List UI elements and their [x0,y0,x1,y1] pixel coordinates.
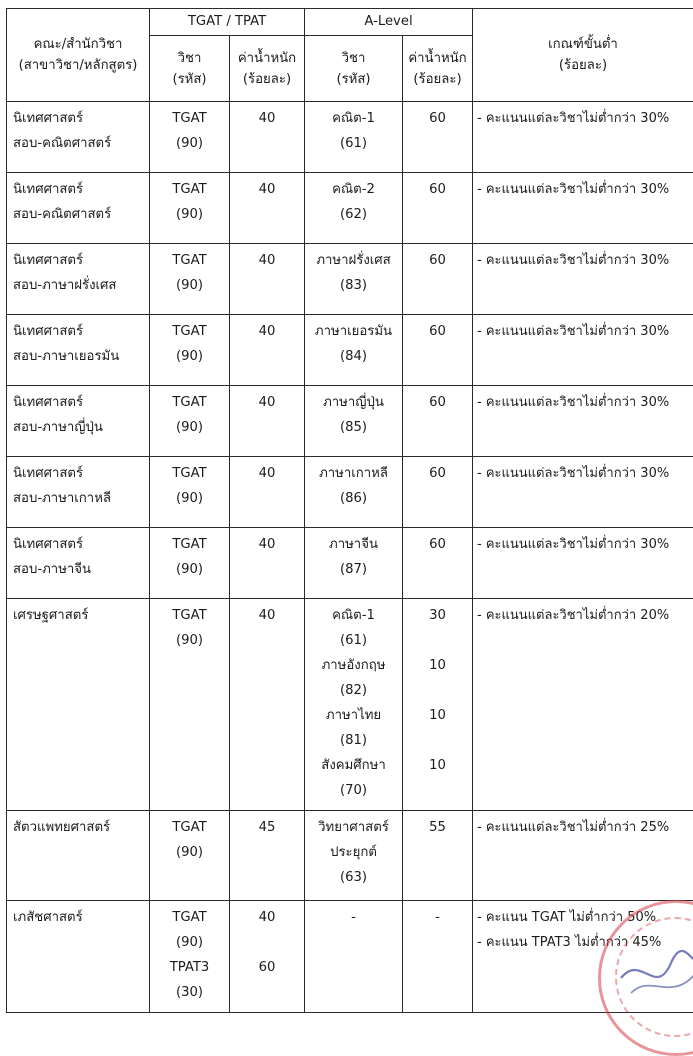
criteria-cell: - คะแนนแต่ละวิชาไม่ต่ำกว่า 30% [473,528,693,599]
criteria-cell: - คะแนนแต่ละวิชาไม่ต่ำกว่า 30% [473,386,693,457]
tgat-subject-cell: TGAT (90) [150,811,230,901]
alevel-subject-header: วิชา (รหัส) [305,36,403,102]
alevel-subject-cell: คณิต-1 (61) [305,102,403,173]
tgat-subject-cell: TGAT (90) [150,386,230,457]
alevel-subject-cell: วิทยาศาสตร์ ประยุกต์ (63) [305,811,403,901]
table-row [7,102,693,173]
criteria-cell: - คะแนนแต่ละวิชาไม่ต่ำกว่า 30% [473,315,693,386]
faculty-cell: สัตวแพทยศาสตร์ [7,811,150,901]
criteria-cell: - คะแนนแต่ละวิชาไม่ต่ำกว่า 30% [473,102,693,173]
faculty-cell: นิเทศศาสตร์ สอบ-คณิตศาสตร์ [7,102,150,173]
criteria-cell: - คะแนนแต่ละวิชาไม่ต่ำกว่า 30% [473,457,693,528]
criteria-cell: - คะแนนแต่ละวิชาไม่ต่ำกว่า 20% [473,599,693,811]
faculty-cell: นิเทศศาสตร์ สอบ-ภาษาญี่ปุ่น [7,386,150,457]
table-row [7,457,693,528]
table-row-pharmacy [7,901,693,1013]
table-row-economics [7,599,693,811]
table-row [7,173,693,244]
faculty-cell: นิเทศศาสตร์ สอบ-ภาษาเยอรมัน [7,315,150,386]
criteria-cell: - คะแนนแต่ละวิชาไม่ต่ำกว่า 30% [473,173,693,244]
tgat-weight-cell: 40 [230,599,305,811]
alevel-weight-cell: 60 [403,102,473,173]
alevel-weight-cell: 30 10 10 10 [403,599,473,811]
criteria-cell: - คะแนนแต่ละวิชาไม่ต่ำกว่า 30% [473,244,693,315]
tgat-weight-cell: 40 [230,457,305,528]
faculty-cell: เภสัชศาสตร์ [7,901,150,1013]
alevel-weight-cell: 60 [403,173,473,244]
tgat-weight-cell: 40 [230,173,305,244]
alevel-subject-cell: - [305,901,403,1013]
alevel-weight-cell: 60 [403,386,473,457]
tgat-group-header: TGAT / TPAT [150,9,305,36]
faculty-cell: นิเทศศาสตร์ สอบ-ภาษาจีน [7,528,150,599]
admission-criteria-table [6,8,693,1013]
tgat-subject-cell: TGAT (90) [150,315,230,386]
tgat-weight-cell: 40 [230,102,305,173]
alevel-subject-cell: ภาษาญี่ปุ่น (85) [305,386,403,457]
alevel-weight-cell: 60 [403,457,473,528]
alevel-subject-cell: ภาษาฝรั่งเศส (83) [305,244,403,315]
tgat-subject-cell: TGAT (90) TPAT3 (30) [150,901,230,1013]
tgat-subject-cell: TGAT (90) [150,173,230,244]
faculty-cell: เศรษฐศาสตร์ [7,599,150,811]
table-row-veterinary [7,811,693,901]
tgat-weight-cell: 40 [230,386,305,457]
tgat-weight-cell: 40 [230,315,305,386]
faculty-cell: นิเทศศาสตร์ สอบ-ภาษาเกาหลี [7,457,150,528]
tgat-weight-header: ค่าน้ำหนัก (ร้อยละ) [230,36,305,102]
alevel-weight-cell: 60 [403,244,473,315]
faculty-cell: นิเทศศาสตร์ สอบ-ภาษาฝรั่งเศส [7,244,150,315]
table-row [7,528,693,599]
tgat-subject-cell: TGAT (90) [150,244,230,315]
alevel-weight-header: ค่าน้ำหนัก (ร้อยละ) [403,36,473,102]
alevel-weight-cell: - [403,901,473,1013]
alevel-subject-cell: คณิต-1 (61) ภาษอังกฤษ (82) ภาษาไทย (81) สังคมศึกษา (70) [305,599,403,811]
tgat-weight-cell: 40 [230,244,305,315]
alevel-weight-cell: 60 [403,528,473,599]
alevel-subject-cell: ภาษาจีน (87) [305,528,403,599]
alevel-group-header: A-Level [305,9,473,36]
tgat-subject-header: วิชา (รหัส) [150,36,230,102]
criteria-cell: - คะแนน TGAT ไม่ต่ำกว่า 50% - คะแนน TPAT3 ไม่ต่ำกว่า 45% [473,901,693,1013]
tgat-subject-cell: TGAT (90) [150,102,230,173]
alevel-weight-cell: 60 [403,315,473,386]
tgat-subject-cell: TGAT (90) [150,528,230,599]
criteria-header: เกณฑ์ขั้นต่ำ (ร้อยละ) [473,9,693,102]
alevel-subject-cell: ภาษาเกาหลี (86) [305,457,403,528]
tgat-subject-cell: TGAT (90) [150,599,230,811]
alevel-subject-cell: คณิต-2 (62) [305,173,403,244]
table-row [7,315,693,386]
tgat-weight-cell: 45 [230,811,305,901]
table-row [7,244,693,315]
tgat-subject-cell: TGAT (90) [150,457,230,528]
criteria-cell: - คะแนนแต่ละวิชาไม่ต่ำกว่า 25% [473,811,693,901]
alevel-subject-cell: ภาษาเยอรมัน (84) [305,315,403,386]
faculty-cell: นิเทศศาสตร์ สอบ-คณิตศาสตร์ [7,173,150,244]
tgat-weight-cell: 40 [230,528,305,599]
tgat-weight-cell: 40 60 [230,901,305,1013]
alevel-weight-cell: 55 [403,811,473,901]
faculty-header: คณะ/สำนักวิชา (สาขาวิชา/หลักสูตร) [7,9,150,102]
table-row [7,386,693,457]
